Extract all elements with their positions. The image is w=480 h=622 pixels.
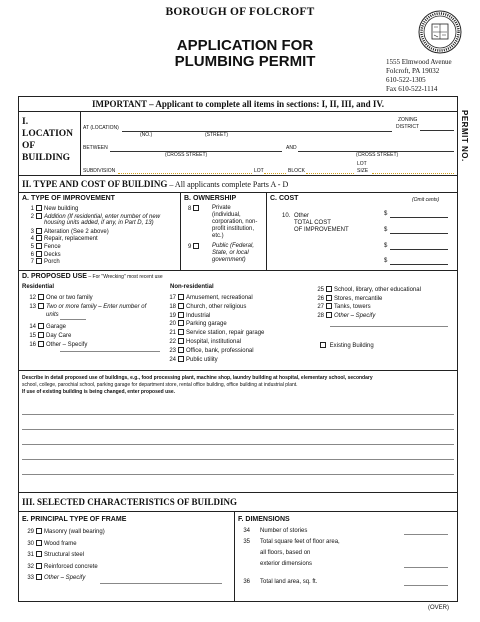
nonresidential-use-item-checkbox[interactable] <box>178 347 184 353</box>
subdivision-field[interactable] <box>118 173 252 174</box>
subdivision-label: SUBDIVISION <box>83 168 116 174</box>
description-line[interactable] <box>22 429 454 430</box>
frame-type-item-checkbox[interactable] <box>36 574 42 580</box>
residential-label: Residential <box>22 284 55 290</box>
residential-use-item[interactable]: 16 Other – Specify <box>29 342 88 348</box>
existing-building[interactable]: Existing Building <box>318 342 374 349</box>
improvement-item: housing units added, if any, in Part D, 13) <box>44 220 154 227</box>
cost-amount-field[interactable] <box>390 264 448 265</box>
dimension-item[interactable]: 35 Total square feet of floor area, <box>243 539 340 545</box>
ownership-public[interactable]: 9 <box>188 243 201 250</box>
frame-type-item[interactable]: 33 Other – Specify <box>27 575 86 581</box>
nonresidential-use-item-checkbox[interactable] <box>178 356 184 362</box>
improvement-item[interactable]: 4 Repair, replacement <box>30 236 98 243</box>
cost-amount-field[interactable] <box>390 249 448 250</box>
other-use-item-checkbox[interactable] <box>326 312 332 318</box>
improvement-item-checkbox[interactable] <box>36 243 42 249</box>
frame-type-item[interactable]: 32 Reinforced concrete <box>27 563 98 570</box>
nonresidential-use-item[interactable]: 24 Public utility <box>169 356 218 363</box>
cost-title: C. COST <box>270 195 299 202</box>
improvement-item[interactable]: 3 Alteration (See 2 above) <box>30 228 109 235</box>
frame-type-item-checkbox[interactable] <box>36 563 42 569</box>
between-label: BETWEEN <box>83 145 108 151</box>
nonresidential-use-item[interactable]: 19 Industrial <box>169 312 211 319</box>
dimension-item[interactable]: 36 Total land area, sq. ft. <box>243 579 318 585</box>
proposed-use-heading: D. PROPOSED USE – For "Wrecking" most recent use <box>22 273 163 280</box>
frame-type-item[interactable]: 31 Structural steel <box>27 552 85 558</box>
cost-amount-field[interactable] <box>390 217 448 218</box>
improvement-item[interactable]: 5 Fence <box>30 244 61 250</box>
at-location-label: AT (LOCATION) <box>83 125 119 131</box>
residential-specify-field[interactable] <box>60 351 160 352</box>
nonresidential-use-item-checkbox[interactable] <box>178 294 184 300</box>
other-use-item-checkbox[interactable] <box>326 303 332 309</box>
existing-building-checkbox[interactable] <box>320 342 326 348</box>
private-text: Private (individual, corporation, non- profit institution, etc.) <box>212 205 258 239</box>
ownership-private[interactable]: 8 <box>188 205 201 212</box>
description-line[interactable] <box>22 414 454 415</box>
cost-other-text: Other TOTAL COST OF IMPROVEMENT <box>294 213 349 233</box>
other-use-item[interactable]: 25 School, library, other educational <box>317 287 421 293</box>
dimension-item[interactable]: 34 Number of stories <box>243 528 308 534</box>
frame-specify-field[interactable] <box>100 583 222 584</box>
description-line[interactable] <box>22 459 454 460</box>
dimension-value-field[interactable] <box>404 534 448 535</box>
frame-type-item[interactable]: 29 Masonry (wall bearing) <box>27 529 105 535</box>
other-use-item-checkbox[interactable] <box>326 286 332 292</box>
nonresidential-use-item-checkbox[interactable] <box>178 338 184 344</box>
residential-use-item[interactable]: 13 Two or more family – Enter number of <box>29 304 147 310</box>
improvement-item[interactable]: 2 Addition (If residential, enter number of new <box>30 213 161 220</box>
description-line[interactable] <box>22 444 454 445</box>
section-2-heading: II. TYPE AND COST OF BUILDING – All applicants complete Parts A - D <box>22 179 289 189</box>
nonresidential-use-item-checkbox[interactable] <box>178 329 184 335</box>
frame-type-item-checkbox[interactable] <box>36 551 42 557</box>
dimension-value-field[interactable] <box>404 585 448 586</box>
other-use-item[interactable]: 28 Other – Specify <box>317 312 376 319</box>
public-text: Public (Federal, State, or local government) <box>212 243 255 263</box>
ownership-title: B. OWNERSHIP <box>184 195 237 202</box>
improvement-item[interactable]: 1 New building <box>30 206 79 212</box>
improvement-item-checkbox[interactable] <box>36 251 42 257</box>
nonresidential-use-item[interactable]: 23 Office, bank, professional <box>169 347 254 354</box>
frame-type-title: E. PRINCIPAL TYPE OF FRAME <box>22 516 127 523</box>
improvement-item[interactable]: 7 Porch <box>30 259 60 266</box>
important-banner: IMPORTANT – Applicant to complete all items in sections: I, II, III, and IV. <box>92 99 384 109</box>
nonresidential-use-item[interactable]: 22 Hospital, institutional <box>169 339 242 345</box>
residential-specify-field[interactable] <box>60 319 86 320</box>
lot-size-field[interactable] <box>372 173 454 174</box>
residential-use-item: units <box>46 312 59 318</box>
zoning-district-field[interactable] <box>420 130 454 131</box>
frame-type-item[interactable]: 30 Wood frame <box>27 540 77 547</box>
residential-use-item-checkbox[interactable] <box>38 332 44 338</box>
block-field[interactable] <box>306 173 354 174</box>
frame-type-item-checkbox[interactable] <box>36 540 42 546</box>
dimension-value-field[interactable] <box>404 567 448 568</box>
location-field[interactable] <box>122 131 392 132</box>
nonresidential-use-item[interactable]: 18 Church, other religious <box>169 303 247 310</box>
description-line[interactable] <box>22 474 454 475</box>
frame-type-item-checkbox[interactable] <box>36 528 42 534</box>
residential-use-item-checkbox[interactable] <box>38 294 44 300</box>
residential-use-item[interactable]: 14 Garage <box>29 324 67 330</box>
nonresidential-use-item[interactable]: 21 Service station, repair garage <box>169 330 265 337</box>
dimension-item: exterior dimensions <box>260 561 313 567</box>
dimension-item: all floors, based on <box>260 550 311 556</box>
nonresidential-label: Non-residential <box>170 284 214 290</box>
other-use-item[interactable]: 27 Tanks, towers <box>317 304 371 311</box>
residential-use-item-checkbox[interactable] <box>38 341 44 347</box>
private-checkbox[interactable] <box>193 205 199 211</box>
nonresidential-use-item-checkbox[interactable] <box>178 303 184 309</box>
improvement-item-checkbox[interactable] <box>36 235 42 241</box>
public-checkbox[interactable] <box>193 243 199 249</box>
residential-use-item-checkbox[interactable] <box>38 303 44 309</box>
address-block: 1555 Elmwood Avenue Folcroft, PA 19032 610-522-1305 Fax 610-522-1114 <box>386 58 452 93</box>
nonresidential-use-item-checkbox[interactable] <box>178 320 184 326</box>
nonresidential-use-item[interactable]: 17 Amusement, recreational <box>169 295 253 301</box>
section-1-label: I. LOCATION OF BUILDING <box>22 117 74 163</box>
improvement-item-checkbox[interactable] <box>36 213 42 219</box>
borough-name: BOROUGH OF FOLCROFT <box>165 6 315 18</box>
cost-amount-field[interactable] <box>390 233 448 234</box>
improvement-item[interactable]: 6 Decks <box>30 251 61 258</box>
type-of-improvement-title: A. TYPE OF IMPROVEMENT <box>22 195 115 202</box>
nonresidential-use-item[interactable]: 20 Parking garage <box>169 321 227 328</box>
improvement-item-checkbox[interactable] <box>36 228 42 234</box>
section-3-heading: III. SELECTED CHARACTERISTICS OF BUILDING <box>22 497 237 507</box>
improvement-item-checkbox[interactable] <box>36 205 42 211</box>
other-use-item-checkbox[interactable] <box>326 295 332 301</box>
form-title: APPLICATION FOR PLUMBING PERMIT <box>174 37 316 70</box>
residential-use-item-checkbox[interactable] <box>38 323 44 329</box>
other-use-item[interactable]: 26 Stores, mercantile <box>317 295 383 302</box>
other-specify-field[interactable] <box>330 326 448 327</box>
lot-field[interactable] <box>264 173 286 174</box>
describe-instructions: Describe in detail proposed use of buildings, e.g., food processing plant, machine shop, laundry building at hospital, elementary school, secondary school, college, parochial school, parking garage for department store, rental office building, office building at industrial plant. If use of existing building is being changed, enter proposed use. <box>22 375 373 395</box>
dimensions-title: F. DIMENSIONS <box>238 516 290 523</box>
nonresidential-use-item-checkbox[interactable] <box>178 312 184 318</box>
improvement-item-checkbox[interactable] <box>36 258 42 264</box>
residential-use-item[interactable]: 12 One or two family <box>29 295 93 301</box>
borough-seal-icon <box>418 10 462 54</box>
permit-number-label: PERMIT NO. <box>460 110 469 162</box>
residential-use-item[interactable]: 15 Day Care <box>29 333 72 339</box>
over-label: (OVER) <box>428 605 449 611</box>
